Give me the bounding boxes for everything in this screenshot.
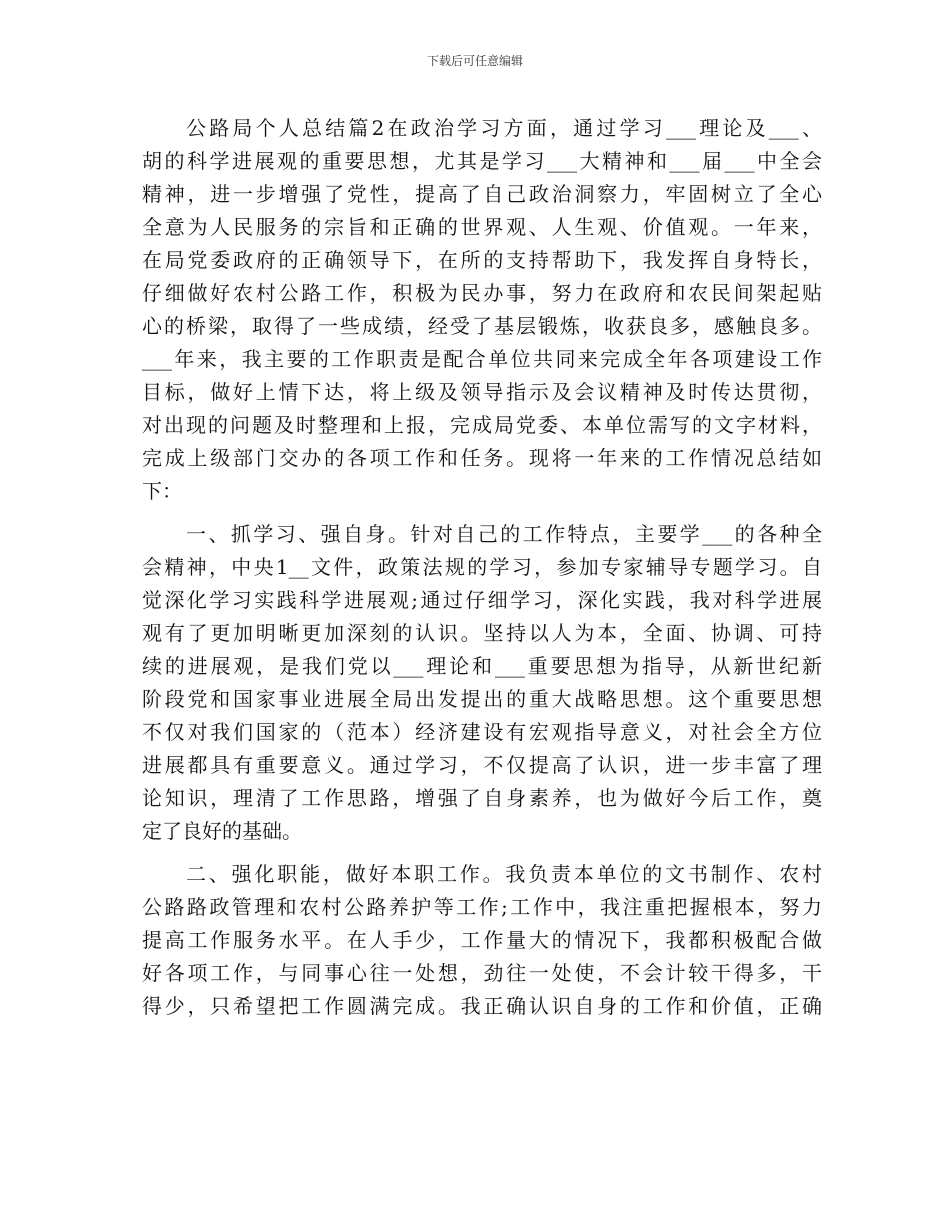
text-line: 论知识，理清了工作思路，增强了自身素养，也为做好今后工作，奠	[142, 786, 822, 810]
text-line: ___年来，我主要的工作职责是配合单位共同来完成全年各项建设工作	[142, 347, 822, 371]
text-line: 心的桥梁，取得了一些成绩，经受了基层锻炼，收获良多，感触良多。	[142, 314, 822, 338]
text-line: 定了良好的基础。	[142, 819, 302, 843]
text-line: 在局党委政府的正确领导下，在所的支持帮助下，我发挥自身特长，	[142, 248, 822, 272]
header-note: 下载后可任意编辑	[426, 54, 523, 68]
text-line: 进展都具有重要意义。通过学习，不仅提高了认识，进一步丰富了理	[142, 753, 822, 777]
text-line: 会精神，中央1__文件，政策法规的学习，参加专家辅导专题学习。自	[142, 555, 822, 579]
text-line: 二、强化职能，做好本职工作。我负责本单位的文书制作、农村	[186, 862, 822, 886]
paragraph	[142, 518, 822, 848]
text-line: 仔细做好农村公路工作，积极为民办事，努力在政府和农民间架起贴	[142, 281, 822, 305]
paragraph	[142, 112, 822, 508]
text-line: 公路局个人总结篇2在政治学习方面，通过学习___理论及___、	[186, 116, 822, 140]
text-line: 提高工作服务水平。在人手少，工作量大的情况下，我都积极配合做	[142, 928, 822, 952]
text-line: 觉深化学习实践科学进展观;通过仔细学习，深化实践，我对科学进展	[142, 588, 822, 612]
paragraph	[142, 858, 822, 1023]
text-line: 续的进展观，是我们党以___理论和___重要思想为指导，从新世纪新	[142, 654, 822, 678]
text-line: 不仅对我们国家的（范本）经济建设有宏观指导意义，对社会全方位	[142, 720, 822, 744]
text-line: 完成上级部门交办的各项工作和任务。现将一年来的工作情况总结如	[142, 446, 822, 470]
text-line: 好各项工作，与同事心往一处想，劲往一处使，不会计较干得多，干	[142, 961, 822, 985]
document-body	[142, 112, 822, 1023]
text-line: 阶段党和国家事业进展全局出发提出的重大战略思想。这个重要思想	[142, 687, 822, 711]
text-line: 精神，进一步增强了党性，提高了自己政治洞察力，牢固树立了全心	[142, 182, 822, 206]
text-line: 下：	[142, 479, 182, 503]
text-line: 目标，做好上情下达，将上级及领导指示及会议精神及时传达贯彻，	[142, 380, 822, 404]
text-line: 一、抓学习、强自身。针对自己的工作特点，主要学___的各种全	[186, 522, 822, 546]
text-line: 得少，只希望把工作圆满完成。我正确认识自身的工作和价值，正确	[142, 994, 822, 1018]
text-line: 对出现的问题及时整理和上报，完成局党委、本单位需写的文字材料，	[142, 413, 822, 437]
text-line: 观有了更加明晰更加深刻的认识。坚持以人为本，全面、协调、可持	[142, 621, 822, 645]
text-line: 全意为人民服务的宗旨和正确的世界观、人生观、价值观。一年来，	[142, 215, 822, 239]
text-line: 公路路政管理和农村公路养护等工作;工作中，我注重把握根本，努力	[142, 895, 822, 919]
text-line: 胡的科学进展观的重要思想，尤其是学习___大精神和___届___中全会	[142, 149, 822, 173]
